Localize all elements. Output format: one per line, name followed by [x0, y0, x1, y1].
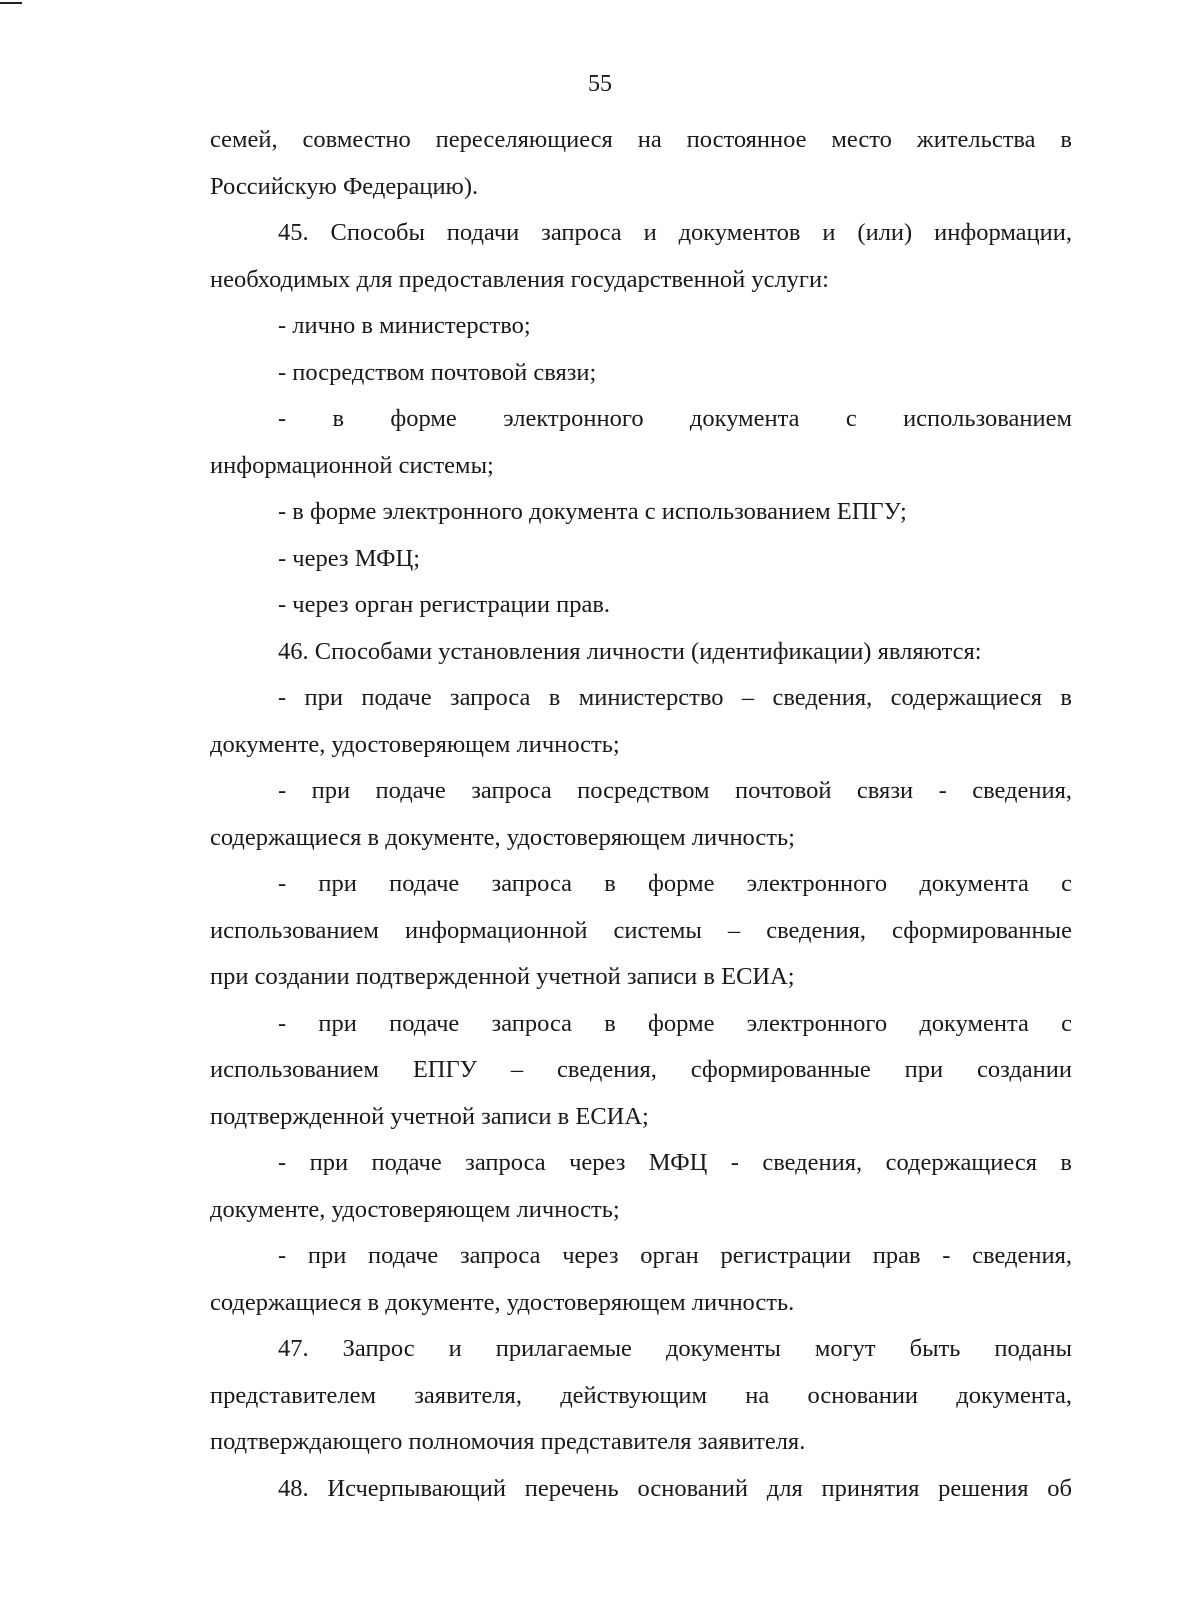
text-line: документе, удостоверяющем личность;: [210, 730, 620, 758]
text-line: подтвержденной учетной записи в ЕСИА;: [210, 1102, 649, 1130]
text-line: представителем заявителя, действующим на основании документа,: [210, 1381, 1072, 1409]
document-body: [210, 117, 1072, 1512]
text-line: - в форме электронного документа с использованием ЕПГУ;: [278, 498, 907, 525]
text-line: - при подаче запроса через орган регистрации прав - сведения,: [278, 1242, 1072, 1269]
text-line: информационной системы;: [210, 451, 494, 479]
text-line: 47. Запрос и прилагаемые документы могут быть поданы: [278, 1335, 1072, 1362]
text-line: Российскую Федерацию).: [210, 172, 479, 200]
text-line: содержащиеся в документе, удостоверяющем личность.: [210, 1288, 795, 1316]
text-line: 48. Исчерпывающий перечень оснований для принятия решения об: [278, 1474, 1072, 1502]
text-line: - посредством почтовой связи;: [278, 358, 597, 386]
text-line: - через МФЦ;: [278, 544, 421, 572]
text-line: документе, удостоверяющем личность;: [210, 1195, 620, 1223]
text-line: использованием ЕПГУ – сведения, сформированные при создании: [210, 1056, 1072, 1083]
corner-mark: [0, 2, 22, 4]
text-line: содержащиеся в документе, удостоверяющем личность;: [210, 823, 795, 851]
text-line: при создании подтвержденной учетной записи в ЕСИА;: [210, 963, 795, 990]
text-line: - при подаче запроса через МФЦ - сведения, содержащиеся в: [278, 1149, 1072, 1176]
text-line: 45. Способы подачи запроса и документов и (или) информации,: [278, 219, 1072, 246]
page-number: 55: [588, 71, 612, 97]
text-line: - лично в министерство;: [278, 312, 531, 339]
text-line: семей, совместно переселяющиеся на постоянное место жительства в: [210, 126, 1072, 153]
text-line: - при подаче запроса посредством почтовой связи - сведения,: [278, 777, 1072, 804]
text-line: - в форме электронного документа с использованием: [278, 405, 1072, 432]
text-line: - при подаче запроса в форме электронного документа с: [278, 1009, 1072, 1037]
text-line: - при подаче запроса в форме электронного документа с: [278, 870, 1072, 897]
text-line: - через орган регистрации прав.: [278, 591, 611, 618]
text-line: необходимых для предоставления государственной услуги:: [210, 265, 829, 293]
text-line: подтверждающего полномочия представителя заявителя.: [210, 1428, 806, 1455]
text-line: использованием информационной системы – сведения, сформированные: [210, 916, 1072, 944]
text-line: - при подаче запроса в министерство – сведения, содержащиеся в: [278, 684, 1072, 711]
text-line: 46. Способами установления личности (идентификации) являются:: [278, 637, 982, 665]
